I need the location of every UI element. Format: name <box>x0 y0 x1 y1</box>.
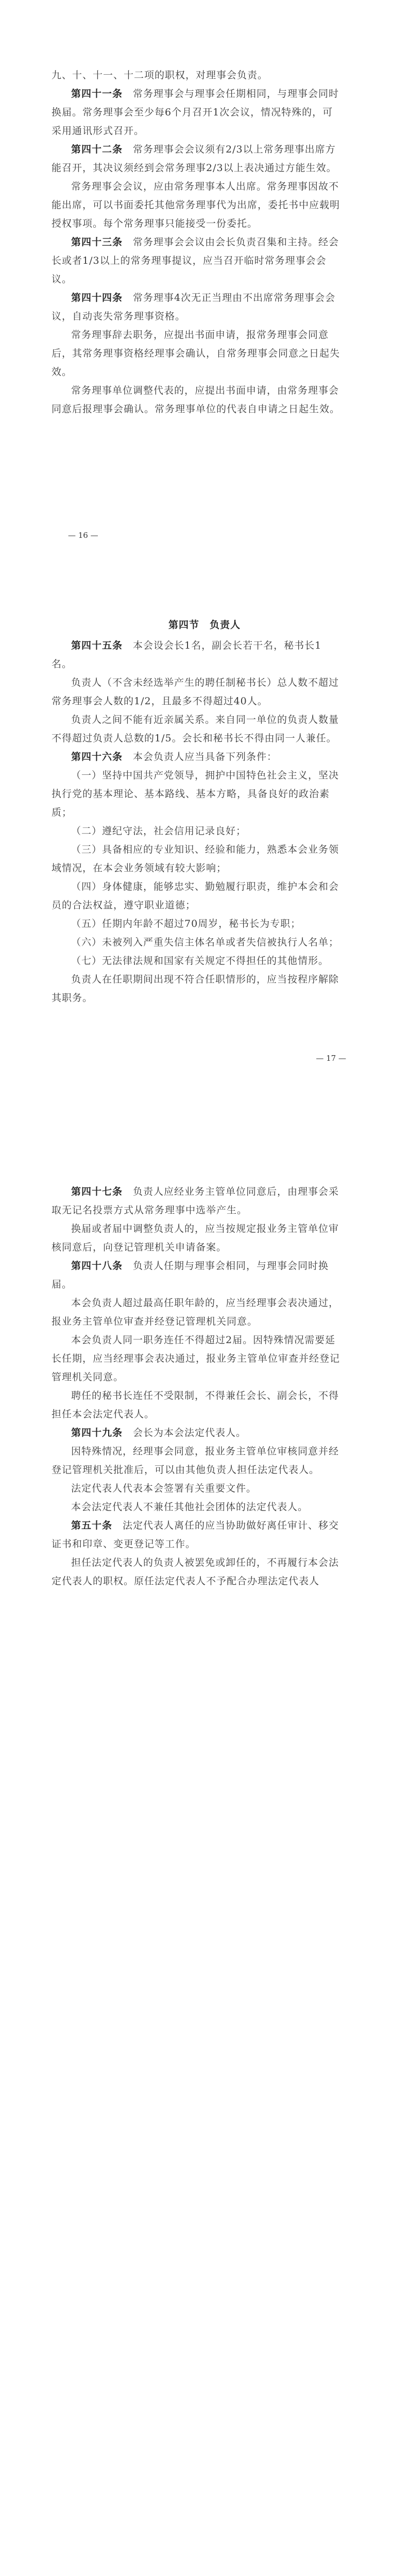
paragraph-text: 常务理事辞去职务，应提出书面申请，报常务理事会同意后，其常务理事资格经理事会确认，自常务理事会同意之日起失效。 <box>52 329 340 378</box>
paragraph <box>52 636 340 673</box>
article-number: 第四十一条 <box>71 88 123 99</box>
paragraph <box>52 289 340 326</box>
article-number: 第四十六条 <box>71 751 123 762</box>
page-18 <box>0 1139 409 1734</box>
paragraph-text: （五）任期内年龄不超过70周岁，秘书长为专职； <box>71 918 301 929</box>
paragraph-text: 常务理事会会议须有2/3以上常务理事出席方能召开，其决议须经到会常务理事2/3以上表决通过方能生效。 <box>52 144 337 174</box>
paragraph <box>52 1442 340 1479</box>
paragraph <box>52 710 340 748</box>
paragraph-text: 本会负责人应当具备下列条件： <box>133 751 278 762</box>
paragraph <box>52 84 340 140</box>
paragraph-text: 担任法定代表人的负责人被罢免或卸任的，不再履行本会法定代表人的职权。原任法定代表人不予配合办理法定代表人 <box>52 1557 339 1587</box>
paragraph <box>52 952 340 970</box>
article-number: 第四十八条 <box>71 1260 123 1272</box>
paragraph-text: 负责人应经业务主管单位同意后，由理事会采取无记名投票方式从常务理事中选举产生。 <box>52 1186 339 1216</box>
paragraph-text: 负责人任期与理事会相同，与理事会同时换届。 <box>52 1260 329 1290</box>
paragraph <box>52 933 340 952</box>
paragraph <box>52 914 340 933</box>
paragraph <box>52 1331 340 1386</box>
page-16-body <box>52 66 340 418</box>
paragraph-text: （一）坚持中国共产党领导，拥护中国特色社会主义，坚决执行党的基本理论、基本路线、基本方略，具备良好的政治素质； <box>52 770 339 818</box>
paragraph <box>52 140 340 177</box>
paragraph-text: 负责人之间不能有近亲属关系。来自同一单位的负责人数量不得超过负责人总数的1/5。会长和秘书长不得由同一人兼任。 <box>52 714 339 744</box>
paragraph-text: （三）具备相应的专业知识、经验和能力，熟悉本会业务领域情况，在本会业务领域有较大影响； <box>52 844 339 874</box>
paragraph-text: 本会负责人超过最高任职年龄的，应当经理事会表决通过，报业务主管单位审查并经登记管理机关同意。 <box>52 1297 339 1327</box>
paragraph-text: 九、十、十一、十二项的职权，对理事会负责。 <box>52 70 268 81</box>
paragraph <box>52 766 340 822</box>
paragraph-text: 本会法定代表人不兼任其他社会团体的法定代表人。 <box>71 1501 309 1513</box>
paragraph <box>52 1479 340 1498</box>
paragraph <box>52 1386 340 1423</box>
article-number: 第四十三条 <box>71 236 123 248</box>
paragraph <box>52 1219 340 1257</box>
page-number: — 16 — <box>68 531 98 540</box>
paragraph <box>52 1498 340 1516</box>
paragraph <box>52 840 340 877</box>
paragraph-text: 本会设会长1名，副会长若干名，秘书长1名。 <box>52 640 322 670</box>
article-number: 第四十七条 <box>71 1186 123 1197</box>
paragraph <box>52 1516 340 1553</box>
paragraph-text: 会长为本会法定代表人。 <box>133 1427 247 1438</box>
section-title: 第四节 负责人 <box>168 619 241 631</box>
paragraph <box>52 970 340 1007</box>
paragraph <box>52 1423 340 1442</box>
article-number: 第四十五条 <box>71 640 123 651</box>
paragraph <box>52 748 340 766</box>
article-number: 第四十九条 <box>71 1427 123 1438</box>
paragraph <box>52 1294 340 1331</box>
paragraph-text: 常务理事会会议，应由常务理事本人出席。常务理事因故不能出席，可以书面委托其他常务理事代为出席，委托书中应载明授权事项。每个常务理事只能接受一份委托。 <box>52 181 340 229</box>
paragraph-text: 法定代表人代表本会签署有关重要文件。 <box>71 1483 257 1494</box>
paragraph-text: （二）遵纪守法，社会信用记录良好； <box>71 825 247 837</box>
paragraph-text: （六）未被列入严重失信主体名单或者失信被执行人名单； <box>71 937 339 948</box>
paragraph <box>52 326 340 381</box>
paragraph <box>52 66 340 84</box>
paragraph-text: （七）无法律法规和国家有关规定不得担任的其他情形。 <box>71 955 329 967</box>
paragraph <box>52 381 340 418</box>
paragraph-text: 因特殊情况，经理事会同意，报业务主管单位审核同意并经登记管理机关批准后，可以由其他负责人担任法定代表人。 <box>52 1446 339 1476</box>
paragraph <box>52 673 340 710</box>
paragraph-text: 负责人（不含未经选举产生的聘任制秘书长）总人数不超过常务理事会人数的1/2，且最多不得超过40人。 <box>52 677 339 707</box>
paragraph-text: 法定代表人离任的应当协助做好离任审计、移交证书和印章、变更登记等工作。 <box>52 1520 339 1550</box>
paragraph-text: 常务理事会与理事会任期相同，与理事会同时换届。常务理事会至少每6个月召开1次会议，情况特殊的，可采用通讯形式召开。 <box>52 88 339 137</box>
paragraph-text: 常务理事单位调整代表的，应提出书面申请，由常务理事会同意后报理事会确认。常务理事单位的代表自申请之日起生效。 <box>52 385 340 415</box>
paragraph <box>52 1182 340 1219</box>
article-number: 第四十四条 <box>71 292 123 303</box>
paragraph <box>52 1553 340 1590</box>
article-number: 第四十二条 <box>71 144 123 155</box>
paragraph-text: 换届或者届中调整负责人的，应当按规定报业务主管单位审核同意后，向登记管理机关申请备案。 <box>52 1223 339 1253</box>
page-17-body <box>52 636 340 1007</box>
paragraph <box>52 177 340 233</box>
paragraph <box>52 877 340 914</box>
paragraph-text: 聘任的秘书长连任不受限制，不得兼任会长、副会长，不得担任本会法定代表人。 <box>52 1390 339 1420</box>
paragraph <box>52 233 340 289</box>
paragraph-text: 负责人在任职期间出现不符合任职情形的，应当按程序解除其职务。 <box>52 974 339 1004</box>
article-number: 第五十条 <box>71 1520 113 1531</box>
page-number: — 17 — <box>316 1054 346 1063</box>
paragraph-text: 常务理事4次无正当理由不出席常务理事会会议，自动丧失常务理事资格。 <box>52 292 336 322</box>
paragraph-text: 本会负责人同一职务连任不得超过2届。因特殊情况需要延长任期，应当经理事会表决通过，报业务主管单位审查并经登记管理机关同意。 <box>52 1334 340 1383</box>
page-17 <box>0 567 409 1139</box>
page-16 <box>0 0 409 567</box>
paragraph-text: （四）身体健康，能够忠实、勤勉履行职责，维护本会和会员的合法权益，遵守职业道德； <box>52 881 339 911</box>
paragraph-text: 常务理事会会议由会长负责召集和主持。经会长或者1/3以上的常务理事提议，应当召开临时常务理事会会议。 <box>52 236 339 285</box>
paragraph <box>52 822 340 840</box>
page-18-body <box>52 1182 340 1590</box>
paragraph <box>52 1257 340 1294</box>
